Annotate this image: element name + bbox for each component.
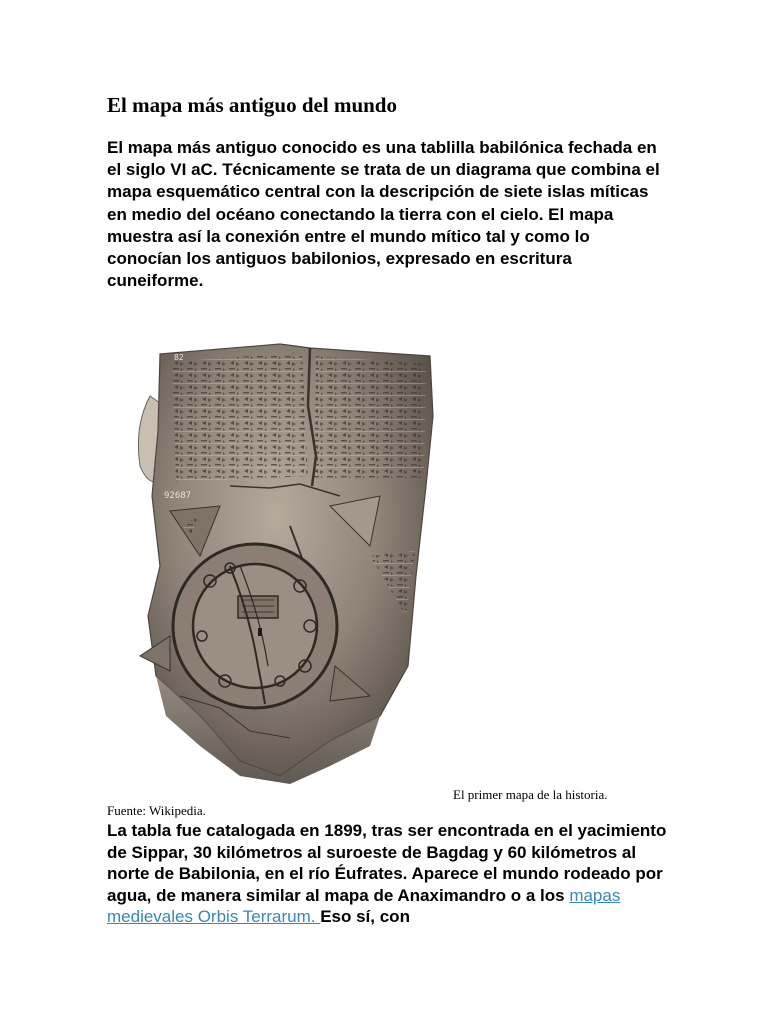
babylonian-tablet-image xyxy=(130,336,440,784)
cuneiform-panel-left xyxy=(172,352,308,482)
figure-source: Fuente: Wikipedia. xyxy=(107,803,206,818)
cuneiform-panel-right xyxy=(314,356,426,478)
world-map-circle xyxy=(173,544,337,708)
figure-caption: El primer mapa de la historia. xyxy=(453,787,608,802)
tablet-mark-82: 82 xyxy=(174,353,184,362)
paragraph-text: La tabla fue catalogada en 1899, tras ser encontrada en el yacimiento de Sippar, 30 kilómetros al suroeste de Bagdag y 60 kilómetros al norte de Babilonia, en el río Éufrates. Aparece el mundo rodeado por agua, de manera similar al mapa de Anaximandro o a los xyxy=(107,821,667,905)
orbis-terrarum-link[interactable]: mapas medievales Orbis Terrarum. xyxy=(107,885,621,927)
tablet-museum-number: 92687 xyxy=(164,491,192,501)
intro-paragraph: El mapa más antiguo conocido es una tablilla babilónica fechada en el siglo VI aC. Técnicamente se trata de un diagrama que combina el mapa esquemático central con la descripción de siete islas míticas en medio del océano conectando la tierra con el cielo. El mapa muestra así la conexión entre el mundo mítico tal y como lo conocían los antiguos babilonios, expresado en escritura cuneiforme. xyxy=(107,138,660,291)
second-paragraph xyxy=(107,820,672,928)
paragraph-text-continued: Eso sí, con xyxy=(320,907,410,927)
tablet-illustration xyxy=(130,336,440,784)
page-title: El mapa más antiguo del mundo xyxy=(107,93,397,117)
